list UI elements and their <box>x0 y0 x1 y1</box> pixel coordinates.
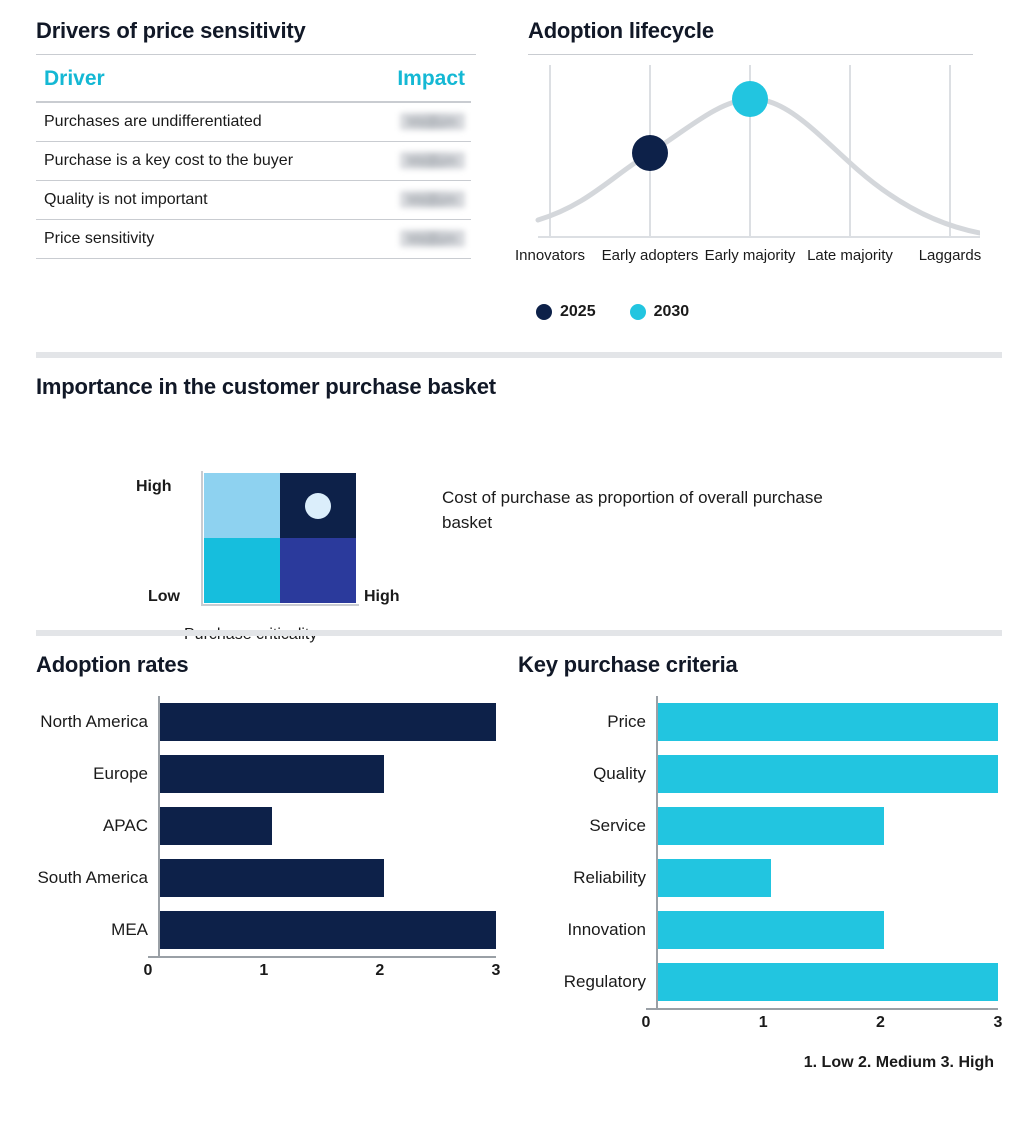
matrix-x-axis <box>201 604 359 606</box>
cell-driver: Purchases are undifferentiated <box>36 102 367 142</box>
bar-fill <box>658 755 998 793</box>
section-divider <box>36 630 1002 636</box>
matrix-chart <box>36 418 986 618</box>
axis-tick-0: 0 <box>641 1014 651 1031</box>
bar-track <box>656 904 998 956</box>
panel-key-purchase-criteria <box>518 652 1003 1072</box>
table-row <box>36 220 471 259</box>
bar-category-label: Reliability <box>573 867 646 887</box>
table-header-row <box>36 61 471 102</box>
axis-tick-1: 1 <box>259 962 269 979</box>
bar-fill <box>160 703 496 741</box>
bar-track <box>656 696 998 748</box>
legend-item-2030 <box>630 303 690 321</box>
panel-title-drivers: Drivers of price sensitivity <box>36 18 306 43</box>
bar-category-label: APAC <box>102 815 148 835</box>
drivers-table <box>36 61 471 259</box>
key-purchase-criteria-bar-chart <box>518 696 1003 1072</box>
bar-row <box>518 748 998 800</box>
matrix-position-marker <box>305 493 331 519</box>
bar-fill <box>160 859 384 897</box>
bar-track <box>158 852 496 904</box>
stage-label-early-adopters: Early adopters <box>601 247 699 264</box>
legend-dot-icon <box>536 304 552 320</box>
matrix-cell-high-low <box>204 473 280 538</box>
legend-item-2025 <box>536 303 596 321</box>
bar-fill <box>160 755 384 793</box>
matrix-note-text: Cost of purchase as proportion of overall purchase basket <box>442 488 823 532</box>
matrix-x-label-high: High <box>364 588 400 605</box>
panel-title-lifecycle: Adoption lifecycle <box>528 18 714 43</box>
blurred-impact-value: Medium <box>400 230 465 247</box>
bar-row <box>518 800 998 852</box>
bar-fill <box>160 911 496 949</box>
bar-fill <box>658 703 998 741</box>
lifecycle-legend <box>536 303 998 321</box>
divider-line <box>36 54 476 55</box>
matrix-cell-high-high <box>280 473 356 538</box>
bar-category-label: Quality <box>593 763 646 783</box>
lifecycle-curve-chart <box>528 65 980 245</box>
adoption-rates-bar-chart <box>36 696 501 988</box>
bar-fill <box>658 807 884 845</box>
matrix-grid <box>204 473 356 603</box>
table-row <box>36 142 471 181</box>
lifecycle-stage-labels <box>514 247 988 297</box>
bar-track <box>158 800 496 852</box>
marker-2025 <box>632 135 668 171</box>
axis-tick-2: 2 <box>875 1014 885 1031</box>
bar-row <box>36 748 496 800</box>
bar-track <box>656 852 998 904</box>
bar-row <box>36 852 496 904</box>
cell-driver: Price sensitivity <box>36 220 367 259</box>
blurred-impact-value: Medium <box>400 113 465 130</box>
matrix-cell-low-high <box>280 538 356 603</box>
blurred-impact-value: Medium <box>400 191 465 208</box>
matrix-cell-low-low <box>204 538 280 603</box>
bar-track <box>158 748 496 800</box>
cell-impact <box>367 220 471 259</box>
stage-label-innovators: Innovators <box>514 247 586 264</box>
panel-title-key-purchase-criteria: Key purchase criteria <box>518 652 738 677</box>
panel-importance-purchase-basket <box>36 374 986 618</box>
bar-category-label: Service <box>589 815 646 835</box>
axis-tick-0: 0 <box>143 962 153 979</box>
legend-label-2025: 2025 <box>560 303 596 320</box>
panel-title-adoption-rates: Adoption rates <box>36 652 189 677</box>
axis-line <box>143 956 501 988</box>
bar-category-label: North America <box>40 711 148 731</box>
bar-track <box>656 956 998 1008</box>
bar-row <box>36 904 496 956</box>
divider-line <box>528 54 973 55</box>
scale-legend-note: 1. Low 2. Medium 3. High <box>803 1054 994 1071</box>
axis-tick-3: 3 <box>491 962 501 979</box>
section-divider <box>36 352 1002 358</box>
panel-title-basket: Importance in the customer purchase basket <box>36 374 496 399</box>
bar-track <box>656 800 998 852</box>
panel-drivers-of-price-sensitivity <box>36 18 476 259</box>
axis-tick-1: 1 <box>758 1014 768 1031</box>
axis-tick-3: 3 <box>993 1014 1003 1031</box>
cell-driver: Quality is not important <box>36 181 367 220</box>
bar-track <box>158 696 496 748</box>
axis-tick-2: 2 <box>375 962 385 979</box>
panel-adoption-lifecycle <box>514 18 998 321</box>
bar-fill <box>160 807 272 845</box>
bar-category-label: Price <box>607 711 646 731</box>
matrix-y-label-high: High <box>136 478 172 495</box>
stage-label-late-majority: Late majority <box>807 247 893 264</box>
bar-fill <box>658 963 998 1001</box>
stage-label-early-majority: Early majority <box>704 247 796 264</box>
cell-driver: Purchase is a key cost to the buyer <box>36 142 367 181</box>
stage-label-laggards: Laggards <box>918 247 982 264</box>
axis-line <box>641 1008 1003 1040</box>
bar-category-label: Regulatory <box>563 971 646 991</box>
bar-track <box>158 904 496 956</box>
bar-category-label: Innovation <box>567 919 646 939</box>
panel-adoption-rates <box>36 652 501 988</box>
matrix-y-label-low: Low <box>148 588 180 605</box>
legend-label-2030: 2030 <box>653 303 690 320</box>
column-header-driver: Driver <box>36 61 367 102</box>
bar-category-label: South America <box>37 867 148 887</box>
bar-row <box>36 696 496 748</box>
bar-row <box>518 956 998 1008</box>
bar-fill <box>658 911 884 949</box>
x-axis <box>36 956 501 988</box>
cell-impact <box>367 142 471 181</box>
blurred-impact-value: Medium <box>400 152 465 169</box>
marker-2030 <box>732 81 768 117</box>
bar-row <box>518 904 998 956</box>
bar-fill <box>658 859 771 897</box>
column-header-impact: Impact <box>367 61 471 102</box>
lifecycle-curve <box>538 99 980 233</box>
legend-dot-icon <box>630 304 646 320</box>
cell-impact <box>367 102 471 142</box>
bar-row <box>36 800 496 852</box>
bar-row <box>518 696 998 748</box>
bar-category-label: MEA <box>111 919 148 939</box>
bar-row <box>518 852 998 904</box>
lifecycle-svg <box>528 65 980 245</box>
bar-track <box>656 748 998 800</box>
matrix-y-axis <box>201 471 203 605</box>
table-row <box>36 102 471 142</box>
cell-impact <box>367 181 471 220</box>
x-axis <box>518 1008 1003 1040</box>
table-row <box>36 181 471 220</box>
bar-category-label: Europe <box>93 763 148 783</box>
